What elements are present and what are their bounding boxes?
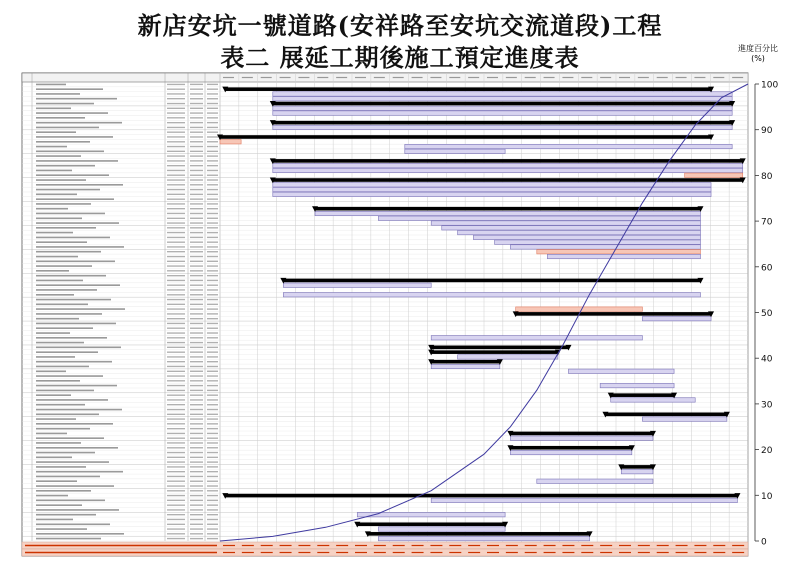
pct-tick-label: 10 <box>761 491 773 502</box>
task-bar <box>642 417 726 421</box>
task-bar <box>283 283 431 287</box>
task-bar <box>611 398 695 402</box>
task-bar <box>510 436 653 440</box>
task-bar <box>537 479 653 483</box>
summary-bar <box>431 346 568 350</box>
task-bar <box>378 216 700 220</box>
summary-bar <box>431 360 500 364</box>
summary-bar <box>368 532 590 536</box>
page-title: 新店安坑一號道路(安祥路至安坑交流道段)工程 <box>137 11 663 40</box>
task-bar <box>495 240 701 244</box>
summary-bar <box>273 178 743 182</box>
task-bar <box>273 187 711 191</box>
pct-tick-label: 60 <box>761 263 773 274</box>
pct-tick-label: 90 <box>761 126 773 137</box>
task-bar <box>642 316 711 320</box>
task-bar <box>405 149 505 153</box>
task-bar <box>431 221 700 225</box>
task-bar <box>458 355 558 359</box>
pct-axis-unit: (%) <box>751 54 765 63</box>
delay-bar <box>220 140 241 144</box>
task-bar <box>273 192 711 196</box>
task-bar <box>621 469 653 473</box>
summary-bar <box>273 102 732 106</box>
task-bar <box>273 168 743 172</box>
summary-bar <box>510 446 631 450</box>
task-bar <box>458 230 701 234</box>
pct-axis-title: 進度百分比 <box>738 44 778 53</box>
task-bar <box>273 106 732 110</box>
pct-tick-label: 70 <box>761 217 773 228</box>
summary-bar <box>605 412 726 416</box>
summary-bar <box>225 494 737 498</box>
task-bar <box>273 163 743 167</box>
task-bar <box>315 211 700 215</box>
task-bar <box>431 364 500 368</box>
task-bar <box>568 369 674 373</box>
pct-tick-label: 30 <box>761 400 773 411</box>
pct-tick-label: 80 <box>761 171 773 182</box>
task-bar <box>273 92 732 96</box>
summary-bar <box>357 522 505 526</box>
task-bar <box>442 226 701 230</box>
task-bar <box>510 450 631 454</box>
summary-bar <box>273 159 743 163</box>
delay-bar <box>516 307 643 311</box>
summary-bar <box>283 279 700 283</box>
delay-bar <box>685 173 743 177</box>
pct-tick-label: 0 <box>761 537 767 548</box>
task-bar <box>510 245 700 249</box>
summary-bar <box>621 465 653 469</box>
summary-bar <box>611 393 674 397</box>
task-bar <box>378 536 589 540</box>
summary-bar <box>273 121 732 125</box>
summary-bar <box>431 350 558 354</box>
summary-bar <box>220 135 711 139</box>
page-subtitle: 表二 展延工期後施工預定進度表 <box>220 43 580 72</box>
task-bar <box>273 125 732 129</box>
task-bar <box>283 293 700 297</box>
summary-bar <box>315 207 700 211</box>
task-bar <box>405 144 732 148</box>
pct-tick-label: 40 <box>761 354 773 365</box>
pct-tick-label: 100 <box>761 80 779 91</box>
task-bar <box>431 498 737 502</box>
task-bar <box>547 254 700 258</box>
task-bar <box>473 235 700 239</box>
pct-tick-label: 20 <box>761 446 773 457</box>
task-bar <box>273 97 732 101</box>
task-bar <box>378 527 505 531</box>
task-bar <box>600 383 674 387</box>
task-bar <box>273 111 732 115</box>
delay-bar <box>537 250 701 254</box>
pct-tick-label: 50 <box>761 309 773 319</box>
summary-bar <box>225 87 711 91</box>
task-bar <box>273 183 711 187</box>
summary-bar <box>516 312 711 316</box>
task-bar <box>431 336 642 340</box>
summary-bar <box>510 432 653 436</box>
